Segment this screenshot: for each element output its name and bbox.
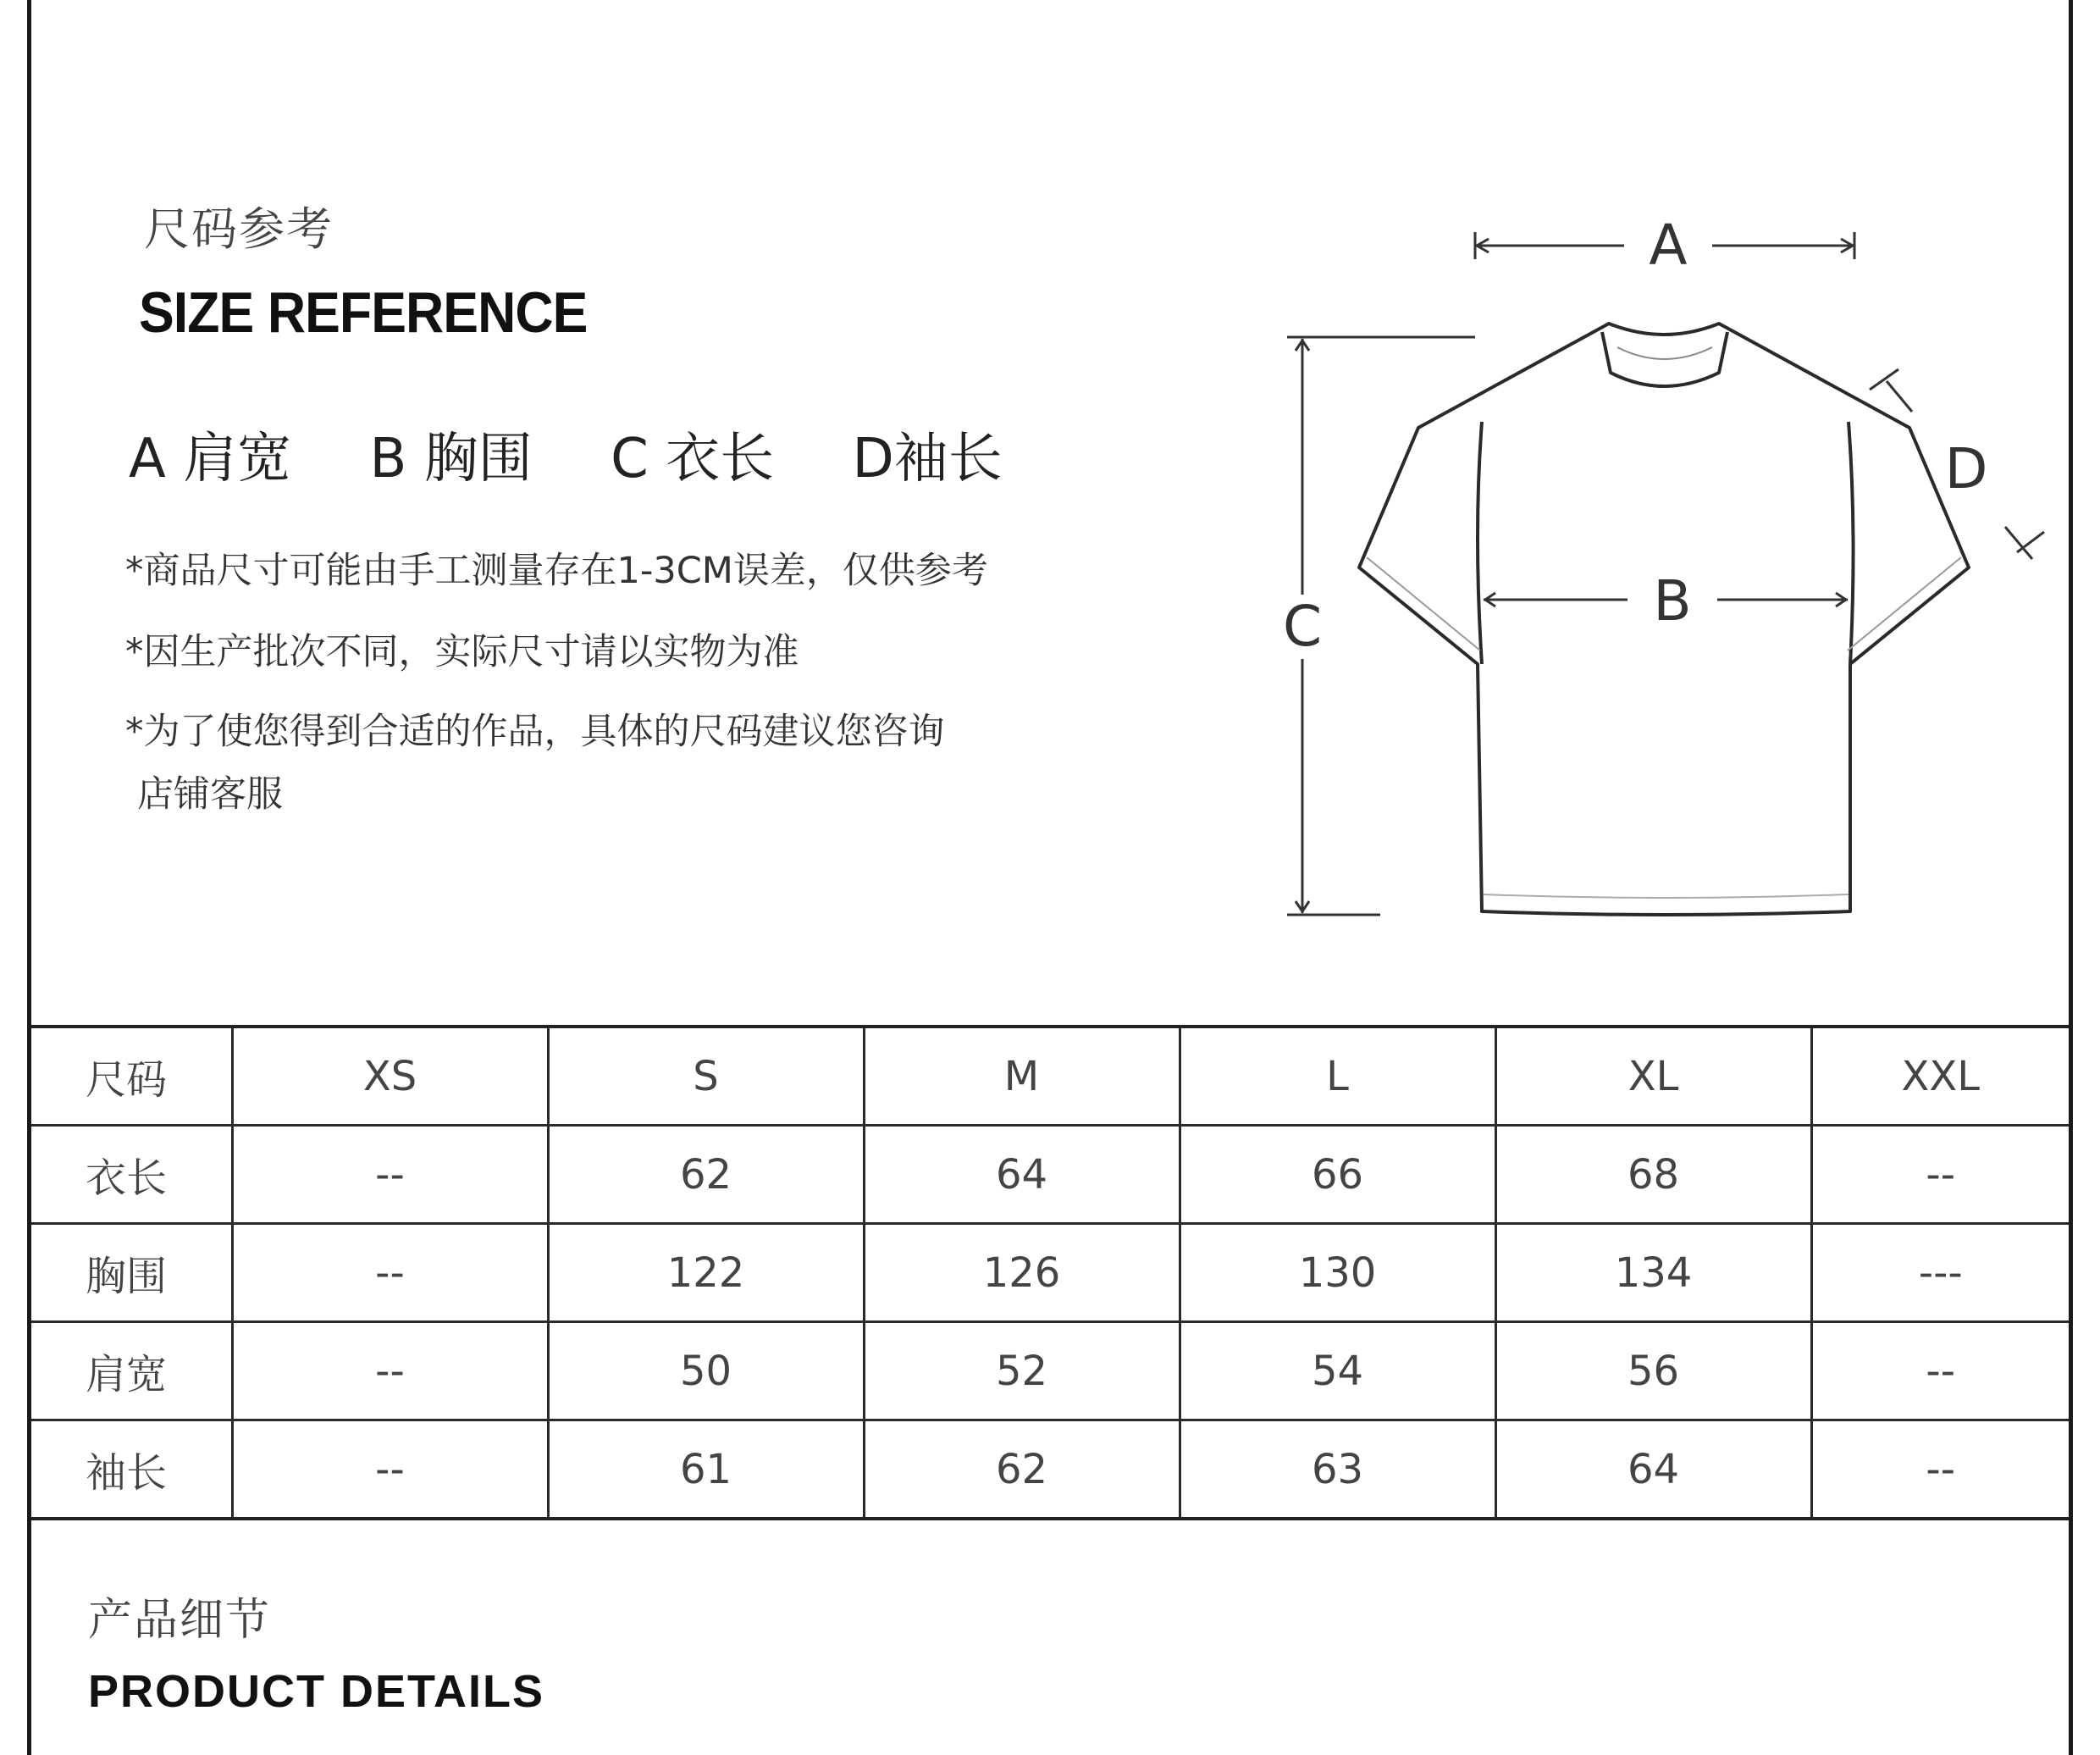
product-details-cn-title: 产品细节 [88, 1595, 272, 1646]
legend-item-d: D袖长 [852, 428, 1003, 490]
table-row [31, 1322, 2069, 1420]
table-cell: -- [232, 1126, 548, 1224]
table-cell: -- [1811, 1322, 2069, 1420]
table-header-cell: XXL [1811, 1027, 2069, 1126]
table-header-cell: 尺码 [31, 1027, 232, 1126]
row-label: 衣长 [31, 1126, 232, 1224]
table-header-cell: XL [1495, 1027, 1811, 1126]
table-cell: 126 [864, 1224, 1180, 1322]
size-reference-cn-title: 尺码参考 [144, 202, 334, 256]
table-row [31, 1420, 2069, 1520]
table-header-cell: M [864, 1027, 1180, 1126]
product-details-en-title: PRODUCT DETAILS [88, 1666, 544, 1717]
dimension-c-label: C [1282, 594, 1323, 659]
table-cell: 50 [548, 1322, 864, 1420]
row-label: 袖长 [31, 1420, 232, 1520]
table-cell: -- [232, 1322, 548, 1420]
table-row [31, 1224, 2069, 1322]
measurement-legend [129, 415, 1064, 493]
table-header-row [31, 1027, 2069, 1126]
table-cell: 64 [864, 1126, 1180, 1224]
table-cell: 62 [548, 1126, 864, 1224]
note-consult-advice: *为了使您得到合适的作品，具体的尺码建议您咨询 [125, 711, 945, 753]
table-cell: 64 [1495, 1420, 1811, 1520]
legend-item-b: B 胸围 [369, 428, 533, 490]
row-label: 肩宽 [31, 1322, 232, 1420]
table-header-cell: S [548, 1027, 864, 1126]
legend-item-a: A 肩宽 [129, 428, 292, 490]
table-cell: -- [232, 1420, 548, 1520]
table-cell: -- [1811, 1126, 2069, 1224]
table-row [31, 1126, 2069, 1224]
note-measurement-error: *商品尺寸可能由手工测量存在1-3CM误差，仅供参考 [125, 550, 988, 592]
row-label: 胸围 [31, 1224, 232, 1322]
table-cell: 62 [864, 1420, 1180, 1520]
legend-item-c: C 衣长 [611, 428, 775, 490]
dimension-d-label: D [1944, 436, 1988, 501]
table-cell: 56 [1495, 1322, 1811, 1420]
table-header-cell: L [1180, 1027, 1495, 1126]
dimension-a-label: A [1649, 213, 1688, 278]
table-cell: 63 [1180, 1420, 1495, 1520]
table-cell: 130 [1180, 1224, 1495, 1322]
table-cell: --- [1811, 1224, 2069, 1322]
table-cell: 52 [864, 1322, 1180, 1420]
table-cell: 66 [1180, 1126, 1495, 1224]
table-cell: 122 [548, 1224, 864, 1322]
size-table [31, 1025, 2069, 1520]
size-reference-en-title: SIZE REFERENCE [139, 280, 588, 345]
note-batch-difference: *因生产批次不同，实际尺寸请以实物为准 [125, 631, 799, 673]
table-cell: -- [232, 1224, 548, 1322]
dimension-b-label: B [1653, 568, 1692, 634]
table-cell: -- [1811, 1420, 2069, 1520]
frame-right-border [2069, 0, 2073, 1755]
table-cell: 68 [1495, 1126, 1811, 1224]
note-consult-service: 店铺客服 [137, 773, 283, 816]
tshirt-diagram [1270, 212, 2049, 940]
table-cell: 61 [548, 1420, 864, 1520]
table-header-cell: XS [232, 1027, 548, 1126]
table-cell: 54 [1180, 1322, 1495, 1420]
table-cell: 134 [1495, 1224, 1811, 1322]
